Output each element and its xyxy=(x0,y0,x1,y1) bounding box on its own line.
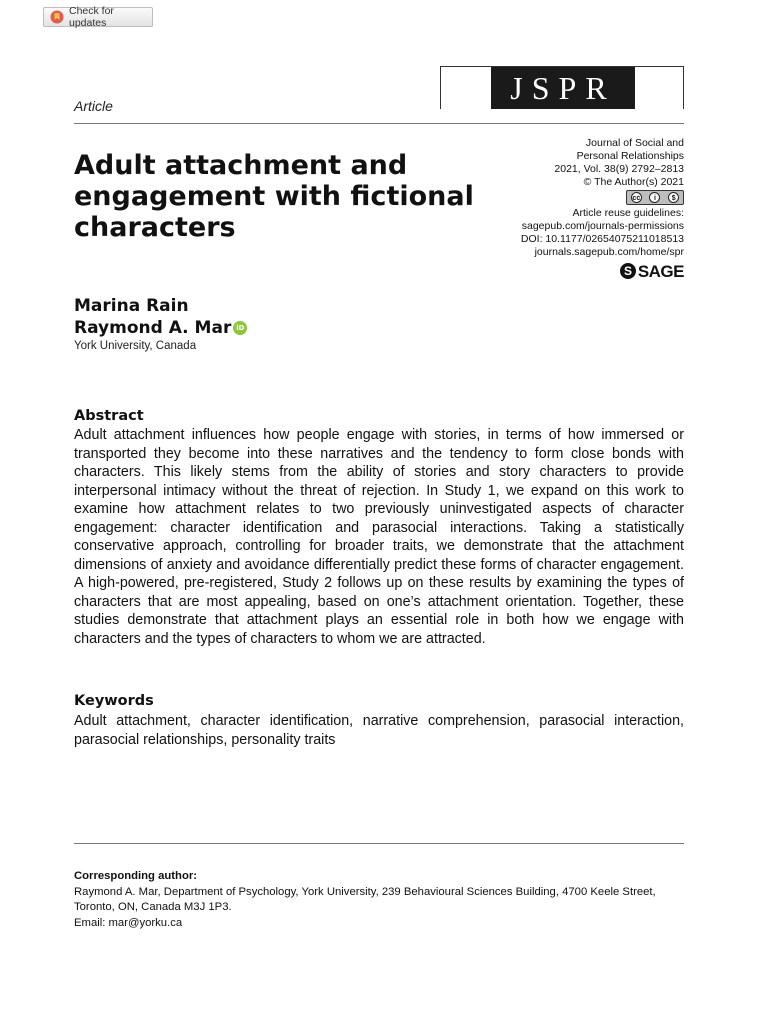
corresponding-author-address: Raymond A. Mar, Department of Psychology, York University, 239 Behavioural Sciences Building, 4700 Keele Street, Toronto, ON, Canada M3J 1P3. xyxy=(74,885,656,913)
sage-logo xyxy=(620,263,684,279)
permissions-link[interactable]: sagepub.com/journals-permissions xyxy=(521,220,684,232)
journal-name-line2: Personal Relationships xyxy=(576,150,684,162)
footer-divider xyxy=(74,843,684,844)
sage-s-icon: S xyxy=(620,263,636,279)
orcid-icon[interactable]: iD xyxy=(233,321,247,335)
reuse-guidelines-label: Article reuse guidelines: xyxy=(572,207,684,219)
doi-link[interactable]: DOI: 10.1177/02654075211018513 xyxy=(520,233,684,245)
abstract-heading: Abstract xyxy=(74,408,144,424)
article-type-label: Article xyxy=(74,98,113,114)
crossmark-icon xyxy=(50,10,64,24)
volume-info: 2021, Vol. 38(9) 2792–2813 xyxy=(554,163,684,175)
article-title: Adult attachment and engagement with fictional characters xyxy=(74,150,474,243)
publisher-name: SAGE xyxy=(637,261,684,281)
author-affiliation: York University, Canada xyxy=(74,340,197,352)
creative-commons-license-icon[interactable]: cc i $ xyxy=(626,190,684,205)
journal-header-box xyxy=(440,66,684,109)
journal-logo: JSPR xyxy=(491,67,635,109)
header-divider xyxy=(74,123,684,124)
corresponding-author-block xyxy=(74,869,686,931)
keywords-heading: Keywords xyxy=(74,693,154,709)
copyright-notice: © The Author(s) 2021 xyxy=(583,176,684,188)
check-for-updates-label: Check for updates xyxy=(69,5,114,29)
author-block xyxy=(74,295,247,352)
author-name[interactable]: Marina Rain xyxy=(74,296,189,316)
corresponding-author-heading: Corresponding author: xyxy=(74,870,198,882)
corresponding-author-email[interactable]: Email: mar@yorku.ca xyxy=(74,916,183,929)
abstract-text: Adult attachment influences how people engage with stories, in terms of how immersed or transported they become into these narratives and the tendency to form close bonds with characters. This likely stems from the ability of stories and story characters to provide interpersonal intimacy without the threat of rejection. In Study 1, we expand on this work to examine how attachment relates to two previously uninvestigated aspects of character engagement: character identification and parasocial interactions. Taking a statistically conservative approach, controlling for broader traits, we demonstrate that the attachment dimensions of anxiety and avoidance differentially predict these forms of character engagement. A high-powered, pre-registered, Study 2 follows up on these results by examining the types of characters that are most appealing, based on one’s attachment orientation. Together, these studies demonstrate that attachment plays an essential role in both how we engage with characters and the types of characters to whom we are attracted. xyxy=(74,427,684,647)
keywords-text: Adult attachment, character identification, narrative comprehension, parasocial interaction, parasocial relationships, personality traits xyxy=(74,713,684,748)
journal-home-link[interactable]: journals.sagepub.com/home/spr xyxy=(534,246,684,258)
check-for-updates-button[interactable] xyxy=(43,7,153,27)
journal-name-line1: Journal of Social and xyxy=(585,137,684,149)
author-name[interactable]: Raymond A. Mar xyxy=(74,318,232,338)
journal-metadata xyxy=(424,137,684,279)
